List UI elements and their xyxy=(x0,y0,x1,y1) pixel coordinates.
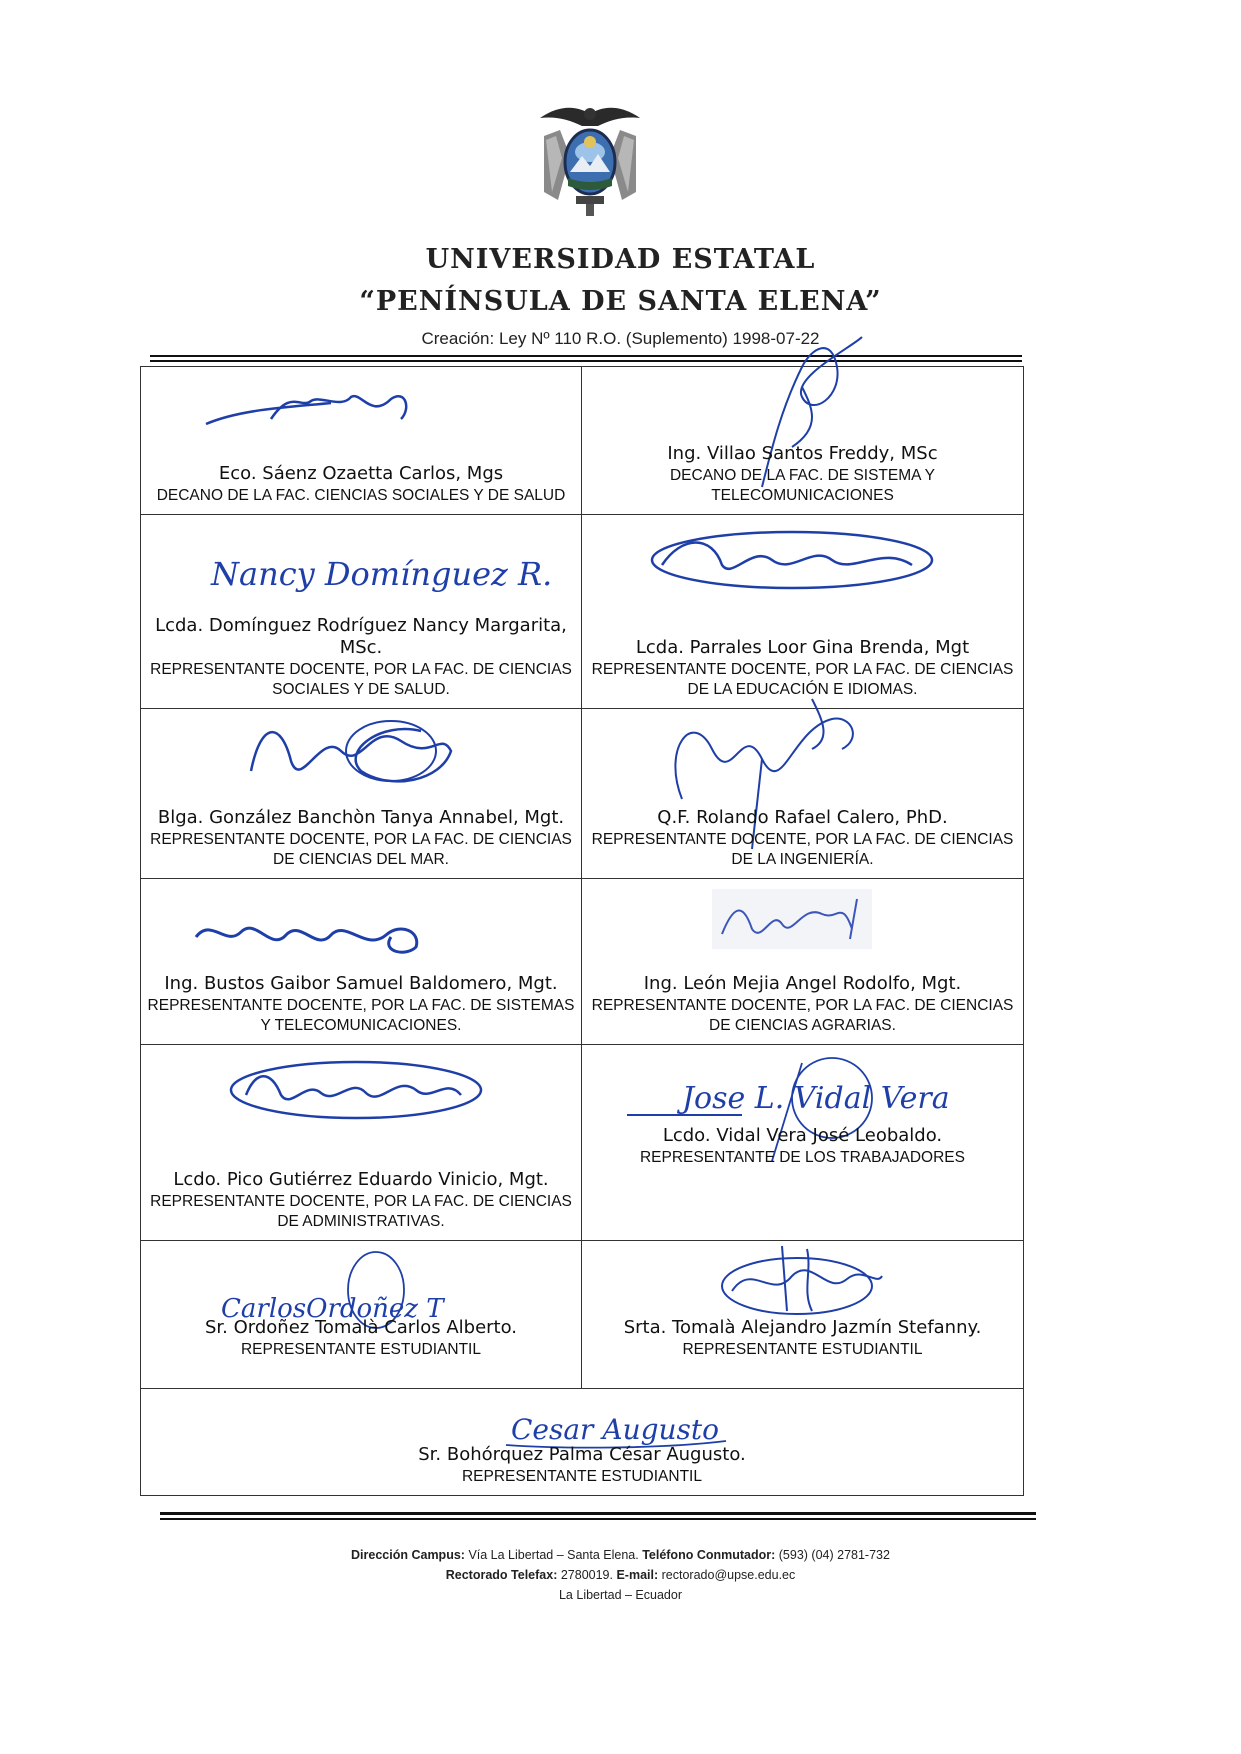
signature-table xyxy=(140,366,1024,1496)
signatory-role: REPRESENTANTE DOCENTE, POR LA FAC. DE CIENCIAS SOCIALES Y DE SALUD. xyxy=(150,661,572,698)
handwritten-signature xyxy=(226,1055,486,1129)
signature-cell xyxy=(582,709,1023,878)
footer-value: Vía La Libertad – Santa Elena. xyxy=(468,1548,639,1562)
handwriting-text: CarlosOrdoñez T xyxy=(221,1294,444,1324)
signatory-block xyxy=(147,463,575,506)
signature-cell xyxy=(582,367,1023,514)
footer-email-link[interactable]: rectorado@upse.edu.ec xyxy=(661,1568,796,1582)
table-row xyxy=(141,1045,1023,1241)
signatory-block xyxy=(588,1125,1017,1168)
handwritten-signature xyxy=(211,547,553,601)
header-divider xyxy=(150,355,1022,357)
signatory-name: Ing. Villao Santos Freddy, MSc xyxy=(667,443,938,464)
signatory-block xyxy=(588,1317,1017,1360)
signature-cell xyxy=(141,709,582,878)
signatory-block xyxy=(147,807,575,870)
signatory-role: DECANO DE LA FAC. CIENCIAS SOCIALES Y DE SALUD xyxy=(156,487,566,504)
handwriting-text: Nancy Domínguez R. xyxy=(211,555,553,593)
handwritten-signature xyxy=(642,525,942,599)
footer-value: (593) (04) 2781-732 xyxy=(778,1548,890,1562)
signatory-name: Lcdo. Vidal Vera José Leobaldo. xyxy=(662,1125,943,1146)
signatory-role: REPRESENTANTE DOCENTE, POR LA FAC. DE CIENCIAS DE CIENCIAS DEL MAR. xyxy=(150,831,572,868)
signatory-block xyxy=(147,1317,575,1360)
signatory-role: REPRESENTANTE ESTUDIANTIL xyxy=(240,1341,481,1358)
signatory-name: Eco. Sáenz Ozaetta Carlos, Mgs xyxy=(218,463,504,484)
signatory-role: REPRESENTANTE ESTUDIANTIL xyxy=(682,1341,923,1358)
handwritten-signature xyxy=(712,1241,892,1325)
footer-label: Dirección Campus: xyxy=(351,1548,465,1562)
signature-cell xyxy=(141,1045,582,1240)
signatory-role: REPRESENTANTE DOCENTE, POR LA FAC. DE CIENCIAS DE ADMINISTRATIVAS. xyxy=(150,1193,572,1230)
signatory-role: REPRESENTANTE ESTUDIANTIL xyxy=(461,1468,702,1485)
handwritten-signature xyxy=(191,917,431,961)
footer-line-2 xyxy=(0,1568,1241,1582)
handwriting-text: Cesar Augusto xyxy=(511,1413,720,1446)
table-row xyxy=(141,367,1023,515)
footer-label: Rectorado Telefax: xyxy=(445,1568,558,1582)
signatory-role: DECANO DE LA FAC. DE SISTEMA Y TELECOMUNICACIONES xyxy=(669,467,935,504)
footer-value: 2780019. xyxy=(560,1568,613,1582)
university-name-line2: “PENÍNSULA DE SANTA ELENA” xyxy=(359,286,882,317)
signature-cell xyxy=(141,1389,1023,1497)
signatory-block xyxy=(147,1444,1017,1487)
table-row xyxy=(141,1389,1023,1497)
signatory-name: Ing. León Mejia Angel Rodolfo, Mgt. xyxy=(643,973,962,994)
footer-line-1 xyxy=(0,1548,1241,1562)
signature-cell xyxy=(141,515,582,708)
signature-cell xyxy=(141,367,582,514)
footer-label: Teléfono Conmutador: xyxy=(642,1548,776,1562)
table-row xyxy=(141,709,1023,879)
signatory-name: Q.F. Rolando Rafael Calero, PhD. xyxy=(657,807,948,828)
footer-location: La Libertad – Ecuador xyxy=(558,1588,682,1602)
signatory-role: REPRESENTANTE DE LOS TRABAJADORES xyxy=(639,1149,965,1166)
handwritten-signature xyxy=(201,379,421,443)
signatory-role: REPRESENTANTE DOCENTE, POR LA FAC. DE CIENCIAS DE LA INGENIERÍA. xyxy=(591,831,1014,868)
footer-divider xyxy=(160,1512,1036,1515)
signature-cell xyxy=(582,1241,1023,1388)
creation-law-text: Creación: Ley Nº 110 R.O. (Suplemento) 1998-07-22 xyxy=(421,329,820,348)
university-name-line1: UNIVERSIDAD ESTATAL xyxy=(425,244,816,275)
handwriting-text: Jose L. Vidal Vera xyxy=(682,1081,950,1116)
signatory-name: Lcda. Parrales Loor Gina Brenda, Mgt xyxy=(635,637,970,658)
signatory-role: REPRESENTANTE DOCENTE, POR LA FAC. DE SISTEMAS Y TELECOMUNICACIONES. xyxy=(147,997,575,1034)
signatory-block xyxy=(588,973,1017,1036)
footer-label: E-mail: xyxy=(616,1568,659,1582)
signature-cell xyxy=(582,879,1023,1044)
table-row xyxy=(141,879,1023,1045)
signature-cell xyxy=(582,515,1023,708)
signatory-name: Sr. Bohórquez Palma César Augusto. xyxy=(418,1444,746,1465)
signature-cell xyxy=(582,1045,1023,1240)
signature-cell xyxy=(141,879,582,1044)
handwritten-signature xyxy=(241,711,461,805)
header-divider-double xyxy=(150,360,1022,362)
table-row xyxy=(141,1241,1023,1389)
signatory-block xyxy=(588,807,1017,870)
signatory-name: Blga. González Banchòn Tanya Annabel, Mgt. xyxy=(157,807,565,828)
signatory-block xyxy=(588,443,1017,506)
signatory-block xyxy=(147,615,575,700)
footer-divider-double xyxy=(160,1518,1036,1520)
signatory-name: Sr. Ordoñez Tomalà Carlos Alberto. xyxy=(204,1317,518,1338)
signatory-name: Ing. Bustos Gaibor Samuel Baldomero, Mgt. xyxy=(164,973,558,994)
signatory-role: REPRESENTANTE DOCENTE, POR LA FAC. DE CIENCIAS DE CIENCIAS AGRARIAS. xyxy=(591,997,1014,1034)
handwritten-signature xyxy=(712,889,872,953)
signatory-block xyxy=(147,973,575,1036)
signatory-block xyxy=(147,1169,575,1232)
signature-cell xyxy=(141,1241,582,1388)
signatory-name: Lcdo. Pico Gutiérrez Eduardo Vinicio, Mgt. xyxy=(173,1169,549,1190)
ecuador-coat-of-arms-icon xyxy=(530,96,650,224)
signatory-role: REPRESENTANTE DOCENTE, POR LA FAC. DE CIENCIAS DE LA EDUCACIÓN E IDIOMAS. xyxy=(591,661,1014,698)
table-row xyxy=(141,515,1023,709)
signatory-name: Lcda. Domínguez Rodríguez Nancy Margarita, MSc. xyxy=(155,615,567,658)
signatory-name: Srta. Tomalà Alejandro Jazmín Stefanny. xyxy=(623,1317,982,1338)
